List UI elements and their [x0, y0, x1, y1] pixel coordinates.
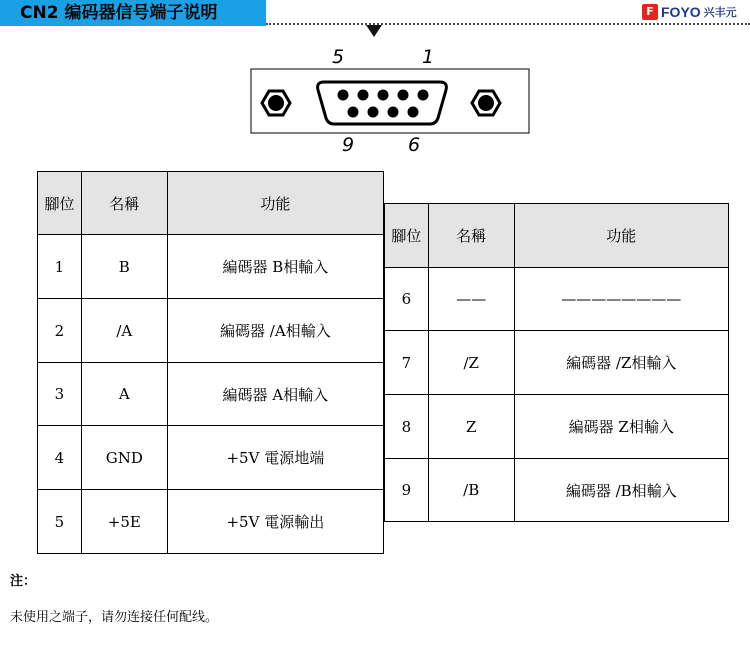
pin-number: 4 [38, 426, 82, 490]
signal-name: —— [428, 268, 514, 331]
table-row [38, 426, 384, 490]
table-row [38, 299, 384, 363]
signal-function: ———————— [514, 268, 728, 331]
down-arrow-icon [366, 25, 382, 37]
table-header-row [38, 172, 384, 235]
signal-function: 編碼器 /B相輸入 [514, 459, 728, 522]
header-divider [266, 23, 750, 25]
signal-function: 編碼器 /Z相輸入 [514, 331, 728, 395]
signal-name: A [81, 363, 167, 426]
signal-name: /Z [428, 331, 514, 395]
signal-name: B [81, 235, 167, 299]
pin-label-9: 9 [342, 134, 355, 156]
notes-title: 注： [10, 574, 37, 589]
signal-name: /B [428, 459, 514, 522]
signal-name: /A [81, 299, 167, 363]
signal-function: 編碼器 Z相輸入 [514, 395, 728, 459]
table-row [38, 363, 384, 426]
pin-number: 6 [385, 268, 429, 331]
signal-name: +5E [81, 490, 167, 554]
header-name: 名稱 [81, 172, 167, 235]
signal-function: 編碼器 A相輸入 [167, 363, 383, 426]
pin-number: 1 [38, 235, 82, 299]
db9-connector-icon [250, 68, 530, 156]
pin-label-5: 5 [332, 46, 345, 68]
header-pin: 腳位 [38, 172, 82, 235]
pin-label-1: 1 [422, 46, 435, 68]
brand-logo-icon: F [642, 4, 658, 20]
header-name: 名稱 [428, 204, 514, 268]
signal-function: 編碼器 B相輸入 [167, 235, 383, 299]
signal-name: GND [81, 426, 167, 490]
table-row [385, 395, 729, 459]
pin-number: 5 [38, 490, 82, 554]
signal-name: Z [428, 395, 514, 459]
signal-function: +5V 電源輸出 [167, 490, 383, 554]
brand-cn-name: 兴丰元 [703, 6, 737, 19]
header-function: 功能 [167, 172, 383, 235]
section-title: CN2 编码器信号端子说明 [0, 0, 266, 26]
pin-label-6: 6 [408, 134, 421, 156]
pin-number: 7 [385, 331, 429, 395]
brand [642, 3, 737, 21]
table-row [385, 268, 729, 331]
table-row [38, 235, 384, 299]
table-row [385, 459, 729, 522]
pin-table-6-9 [384, 203, 729, 522]
pin-number: 3 [38, 363, 82, 426]
notes-text: 未使用之端子，请勿连接任何配线。 [10, 610, 219, 625]
db9-connector-diagram [250, 48, 530, 158]
header-pin: 腳位 [385, 204, 429, 268]
brand-name: FOYO [661, 4, 701, 20]
table-row [38, 490, 384, 554]
header-function: 功能 [514, 204, 728, 268]
pin-table-1-5 [37, 171, 384, 554]
pin-number: 9 [385, 459, 429, 522]
table-header-row [385, 204, 729, 268]
pin-number: 8 [385, 395, 429, 459]
table-row [385, 331, 729, 395]
pin-number: 2 [38, 299, 82, 363]
signal-function: 編碼器 /A相輸入 [167, 299, 383, 363]
signal-function: +5V 電源地端 [167, 426, 383, 490]
